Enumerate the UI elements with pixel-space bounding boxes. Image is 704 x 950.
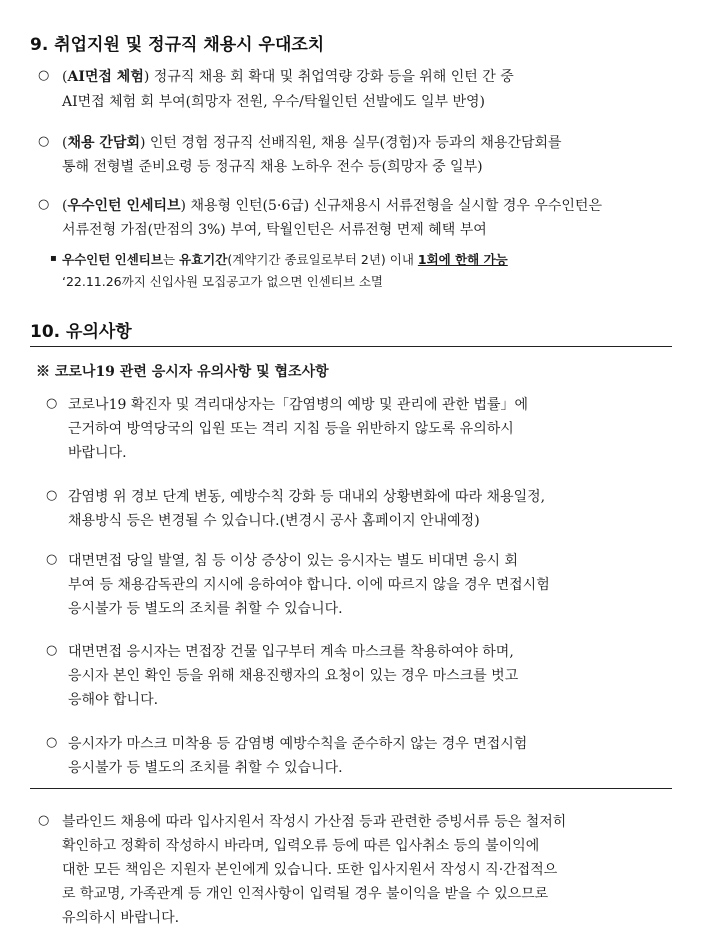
item-incentive-label: 우수인턴 인세티브 xyxy=(67,198,181,214)
covid-item-5-line2: 응시불가 등 별도의 조치를 취할 수 있습니다. xyxy=(68,760,343,776)
item-ai-interview-line1: (AI면접 체험) 정규직 채용 회 확대 및 취업역량 강화 등을 위해 인턴 간 중 xyxy=(62,69,514,85)
incentive-note-line1: 우수인턴 인센티브는 유효기간(계약기간 종료일로부터 2년) 이내 1회에 한해 가능 xyxy=(62,252,508,267)
bullet-circle: ○ xyxy=(46,488,58,503)
item-incentive-line1: (우수인턴 인세티브) 채용형 인턴(5·6급) 신규채용시 서류전형을 실시할 경우 우수인턴은 xyxy=(62,198,602,214)
bullet-circle: ○ xyxy=(38,68,50,83)
covid-item-4-line1: 대면면접 응시자는 면접장 건물 입구부터 계속 마스크를 착용하여야 하며, xyxy=(68,644,514,660)
section-10-title: 10. 유의사항 xyxy=(30,322,132,342)
bullet-circle: ○ xyxy=(38,134,50,149)
note-square-bullet: ▪ xyxy=(50,253,57,264)
item-incentive-line2: 서류전형 가점(만점의 3%) 부여, 탁월인턴은 서류전형 면제 혜택 부여 xyxy=(62,222,487,238)
section-divider xyxy=(30,346,672,347)
covid-item-3-line2: 부여 등 채용감독관의 지시에 응하여야 합니다. 이에 따르지 않을 경우 면접시험 xyxy=(68,577,550,593)
covid-item-5-line1: 응시자가 마스크 미착용 등 감염병 예방수칙을 준수하지 않는 경우 면접시험 xyxy=(68,736,528,752)
bullet-circle: ○ xyxy=(46,552,58,567)
bullet-circle: ○ xyxy=(38,813,50,828)
bullet-circle: ○ xyxy=(46,735,58,750)
incentive-note-line2: ‘22.11.26까지 신입사원 모집공고가 없으면 인센티브 소멸 xyxy=(62,274,384,289)
covid-subheading: ※ 코로나19 관련 응시자 유의사항 및 협조사항 xyxy=(36,364,329,380)
item-meeting-label: 채용 간담회 xyxy=(67,135,140,151)
blind-hiring-line1: 블라인드 채용에 따라 입사지원서 작성시 가산점 등과 관련한 증빙서류 등은 철저히 xyxy=(62,814,567,830)
covid-item-3-line3: 응시불가 등 별도의 조치를 취할 수 있습니다. xyxy=(68,601,343,617)
blind-hiring-line4: 로 학교명, 가족관계 등 개인 인적사항이 입력될 경우 불이익을 받을 수 있으므로 xyxy=(62,886,549,902)
blind-hiring-line3: 대한 모든 책임은 지원자 본인에게 있습니다. 또한 입사지원서 작성시 직·간접적으 xyxy=(62,862,558,878)
covid-item-1-line3: 바랍니다. xyxy=(68,445,127,461)
item-meeting-line2: 통해 전형별 준비요령 등 정규직 채용 노하우 전수 등(희망자 중 일부) xyxy=(62,159,483,175)
covid-item-4-line3: 응해야 합니다. xyxy=(68,692,159,708)
covid-item-3-line1: 대면면접 당일 발열, 침 등 이상 증상이 있는 응시자는 별도 비대면 응시 회 xyxy=(68,553,519,569)
blind-hiring-line2: 확인하고 정확히 작성하시 바라며, 입력오류 등에 따른 입사취소 등의 불이익에 xyxy=(62,838,540,854)
covid-item-1-line1: 코로나19 확진자 및 격리대상자는「감염병의 예방 및 관리에 관한 법률」에 xyxy=(68,397,529,413)
section-divider xyxy=(30,788,672,789)
bullet-circle: ○ xyxy=(46,396,58,411)
covid-item-1-line2: 근거하여 방역당국의 입원 또는 격리 지침 등을 위반하지 않도록 유의하시 xyxy=(68,421,514,437)
item-meeting-line1: (채용 간담회) 인턴 경험 정규직 선배직원, 채용 실무(경험)자 등과의 채용간담회를 xyxy=(62,135,562,151)
covid-item-2-line2: 채용방식 등은 변경될 수 있습니다.(변경시 공사 홈페이지 안내예정) xyxy=(68,513,480,529)
once-only-emphasis: 1회에 한해 가능 xyxy=(417,252,508,267)
bullet-circle: ○ xyxy=(38,197,50,212)
covid-item-2-line1: 감염병 위 경보 단계 변동, 예방수칙 강화 등 대내외 상황변화에 따라 채용일정, xyxy=(68,489,546,505)
section-9-title: 9. 취업지원 및 정규직 채용시 우대조치 xyxy=(30,35,325,55)
covid-item-4-line2: 응시자 본인 확인 등을 위해 채용진행자의 요청이 있는 경우 마스크를 벗고 xyxy=(68,668,519,684)
blind-hiring-line5: 유의하시 바랍니다. xyxy=(62,910,180,926)
bullet-circle: ○ xyxy=(46,643,58,658)
item-ai-interview-line2: AI면접 체험 회 부여(희망자 전원, 우수/탁월인턴 선발에도 일부 반영) xyxy=(62,94,485,110)
item-ai-interview-label: AI면접 체험 xyxy=(67,69,144,85)
